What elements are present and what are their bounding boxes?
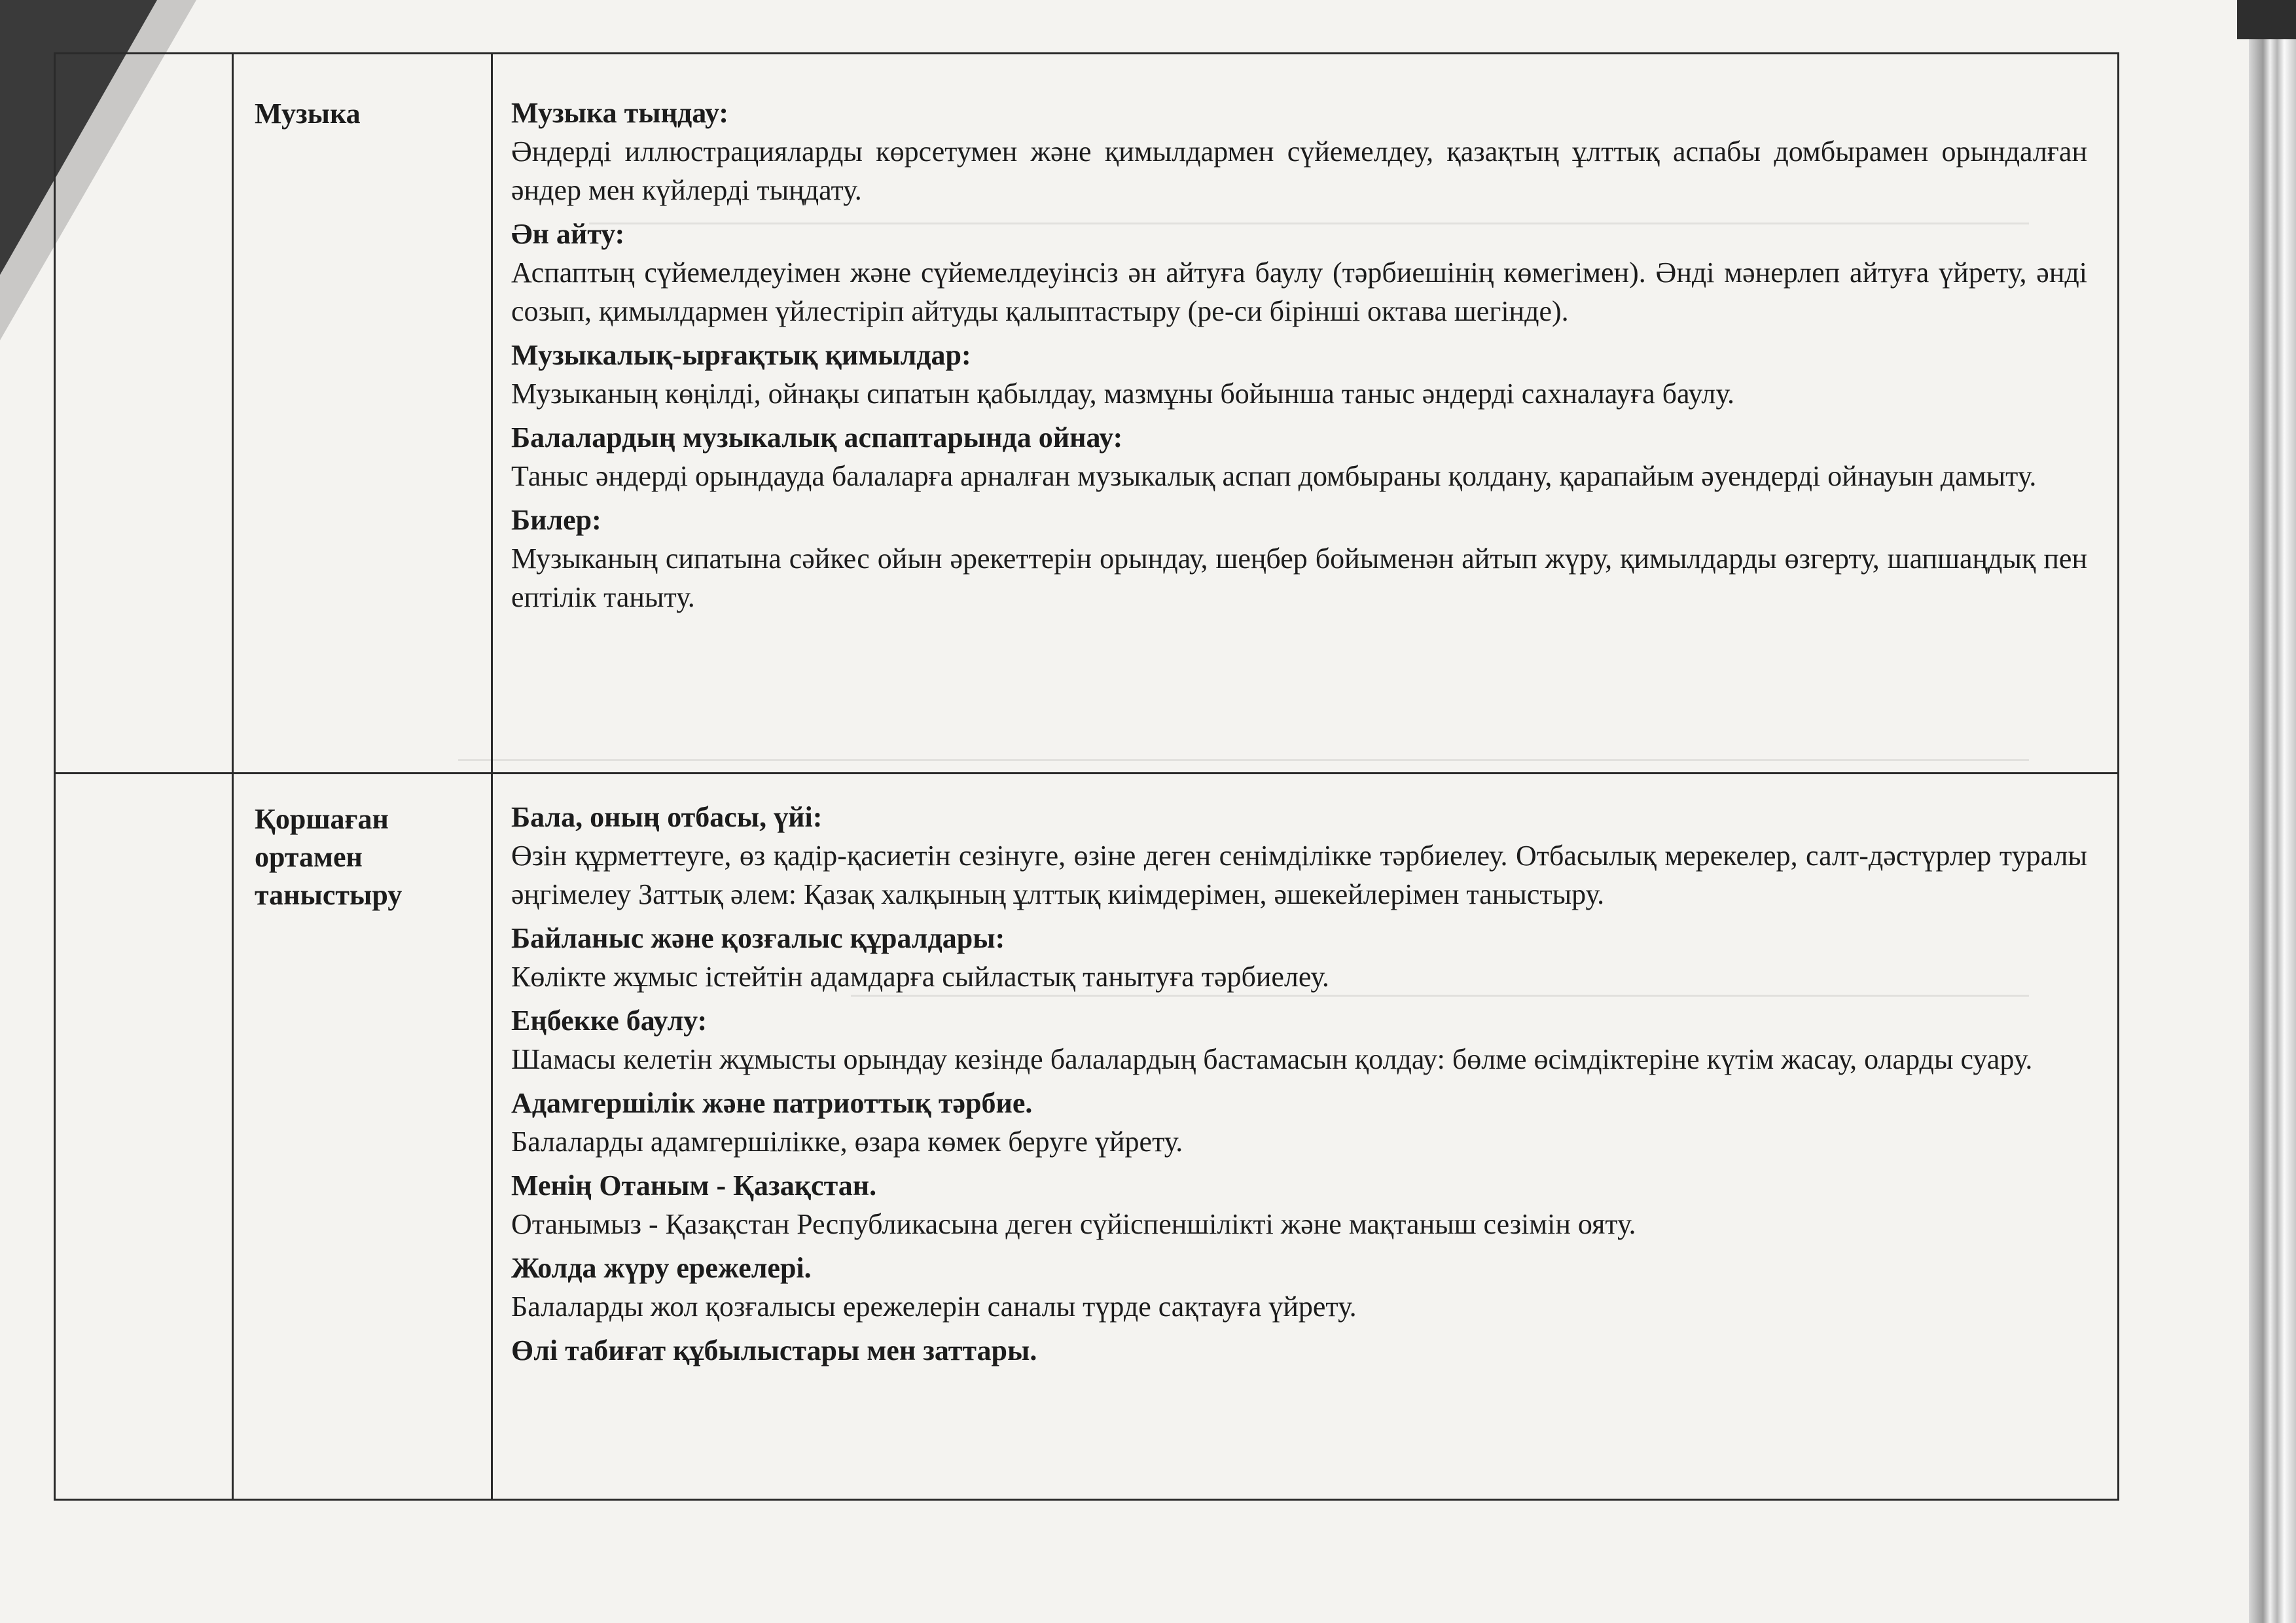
section-heading: Балалардың музыкалық аспаптарында ойнау: — [511, 421, 1123, 454]
section-body: Аспаптың сүйемелдеуімен және сүйемелдеуінсіз ән айтуға баулу (тәрбиешінің көмегімен). Әнді мәнерлеп айтуға үйрету, әнді созып, қимылдармен үйлестіріп айтуды қалыптастыру (ре-си бірінші октава шегінде). — [511, 257, 2087, 327]
table-row-environment — [55, 774, 2119, 1500]
section-heading: Байланыс және қозғалыс құралдары: — [511, 922, 1005, 954]
subject-cell — [233, 774, 492, 1500]
section-body: Музыканың сипатына сәйкес ойын әрекеттерін орындау, шеңбер бойыменән айтып жүру, қимылдарды өзгерту, шапшаңдық пен ептілік таныту. — [511, 543, 2087, 613]
empty-cell — [55, 774, 233, 1500]
section-body: Отанымыз - Қазақстан Республикасына деген сүйіспеншілікті және мақтаныш сезімін ояту. — [511, 1208, 1636, 1240]
section-body: Әндерді иллюстрацияларды көрсетумен және қимылдармен сүйемелдеу, қазақтың ұлттық аспабы домбырамен орындалған әндер мен күйлерді тыңдату. — [511, 135, 2087, 206]
empty-cell — [55, 54, 233, 774]
section-heading: Өлі табиғат құбылыстары мен заттары. — [511, 1334, 1037, 1366]
content-cell — [492, 774, 2119, 1500]
table-row-music — [55, 54, 2119, 774]
section-heading: Билер: — [511, 504, 601, 536]
subject-cell — [233, 54, 492, 774]
section-heading: Бала, оның отбасы, үйі: — [511, 801, 823, 833]
section-body: Балаларды адамгершілікке, өзара көмек беруге үйрету. — [511, 1126, 1183, 1158]
subject-label: ортамен — [255, 841, 363, 873]
content-cell — [492, 54, 2119, 774]
section-body: Музыканың көңілді, ойнақы сипатын қабылдау, мазмұны бойынша таныс әндерді сахналауға баулу. — [511, 378, 1734, 410]
curriculum-table — [54, 52, 2119, 1501]
section-heading: Адамгершілік және патриоттық тәрбие. — [511, 1087, 1033, 1119]
section-heading: Музыка тыңдау: — [511, 97, 729, 129]
section-body: Балаларды жол қозғалысы ережелерін саналы түрде сақтауға үйрету. — [511, 1291, 1357, 1323]
page-edge — [2249, 0, 2296, 1623]
page-edge-top — [2237, 0, 2296, 39]
subject-label: таныстыру — [255, 879, 403, 911]
section-heading: Еңбекке баулу: — [511, 1005, 708, 1037]
section-heading: Ән айту: — [511, 218, 625, 250]
section-heading: Музыкалық-ырғақтық қимылдар: — [511, 339, 971, 371]
section-body: Өзін құрметтеуге, өз қадір-қасиетін сезінуге, өзіне деген сенімділікке тәрбиелеу. Отбасылық мерекелер, салт-дәстүрлер туралы әңгімелеу Заттық әлем: Қазақ халқының ұлттық киімдерімен, әшекейлерімен таныстыру. — [511, 840, 2087, 910]
section-body: Таныс әндерді орындауда балаларға арналған музыкалық аспап домбыраны қолдану, қарапайым әуендерді ойнауын дамыту. — [511, 460, 2037, 492]
section-body: Көлікте жұмыс істейтін адамдарға сыйластық танытуға тәрбиелеу. — [511, 961, 1329, 993]
section-body: Шамасы келетін жұмысты орындау кезінде балалардың бастамасын қолдау: бөлме өсімдіктеріне күтім жасау, оларды суару. — [511, 1043, 2033, 1075]
subject-label: Қоршаған — [255, 803, 389, 835]
section-heading: Менің Отаным - Қазақстан. — [511, 1169, 877, 1202]
subject-label: Музыка — [255, 98, 361, 130]
section-heading: Жолда жүру ережелері. — [511, 1252, 812, 1284]
